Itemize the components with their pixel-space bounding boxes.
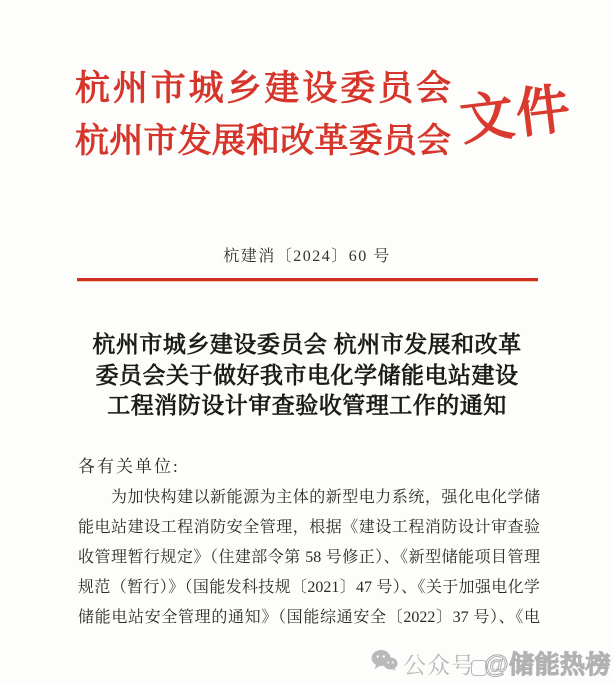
body-line: 能电站建设工程消防安全管理，根据《建设工程消防设计审查验 [78, 519, 540, 536]
wechat-icon [371, 649, 398, 677]
title-line-3: 工程消防设计审查验收管理工作的通知 [107, 393, 507, 418]
document-title [0, 330, 614, 422]
title-line-1: 杭州市城乡建设委员会 杭州市发展和改革 [92, 332, 522, 357]
body-paragraph [78, 483, 540, 633]
body-line: 储能电站安全管理的通知》（国能综通安全〔2022〕37 号）、《电 [78, 609, 540, 626]
red-divider-line [77, 278, 538, 281]
doc-type-label: 文件 [456, 78, 576, 152]
body-line: 规范（暂行）》（国能发科技规〔2021〕47 号）、《关于加强电化学 [78, 579, 540, 596]
title-line-2: 委员会关于做好我市电化学储能电站建设 [95, 362, 519, 388]
salutation: 各有关单位: [78, 457, 180, 476]
watermark-handle: @储能热榜 [484, 651, 611, 679]
body-line: 为加快构建以新能源为主体的新型电力系统，强化电化学储 [111, 489, 540, 506]
body-line: 收管理暂行规定》（住建部令第 58 号修正）、《新型储能项目管理 [78, 549, 540, 566]
issuing-agencies [75, 62, 451, 168]
doc-number: 杭建消〔2024〕60 号 [223, 248, 391, 265]
watermark [371, 645, 611, 681]
agency-name-line1: 杭州市城乡建设委员会 [75, 69, 451, 108]
agency-name-line2: 杭州市发展和改革委员会 [75, 123, 451, 160]
watermark-label: 公众号 [403, 651, 476, 678]
